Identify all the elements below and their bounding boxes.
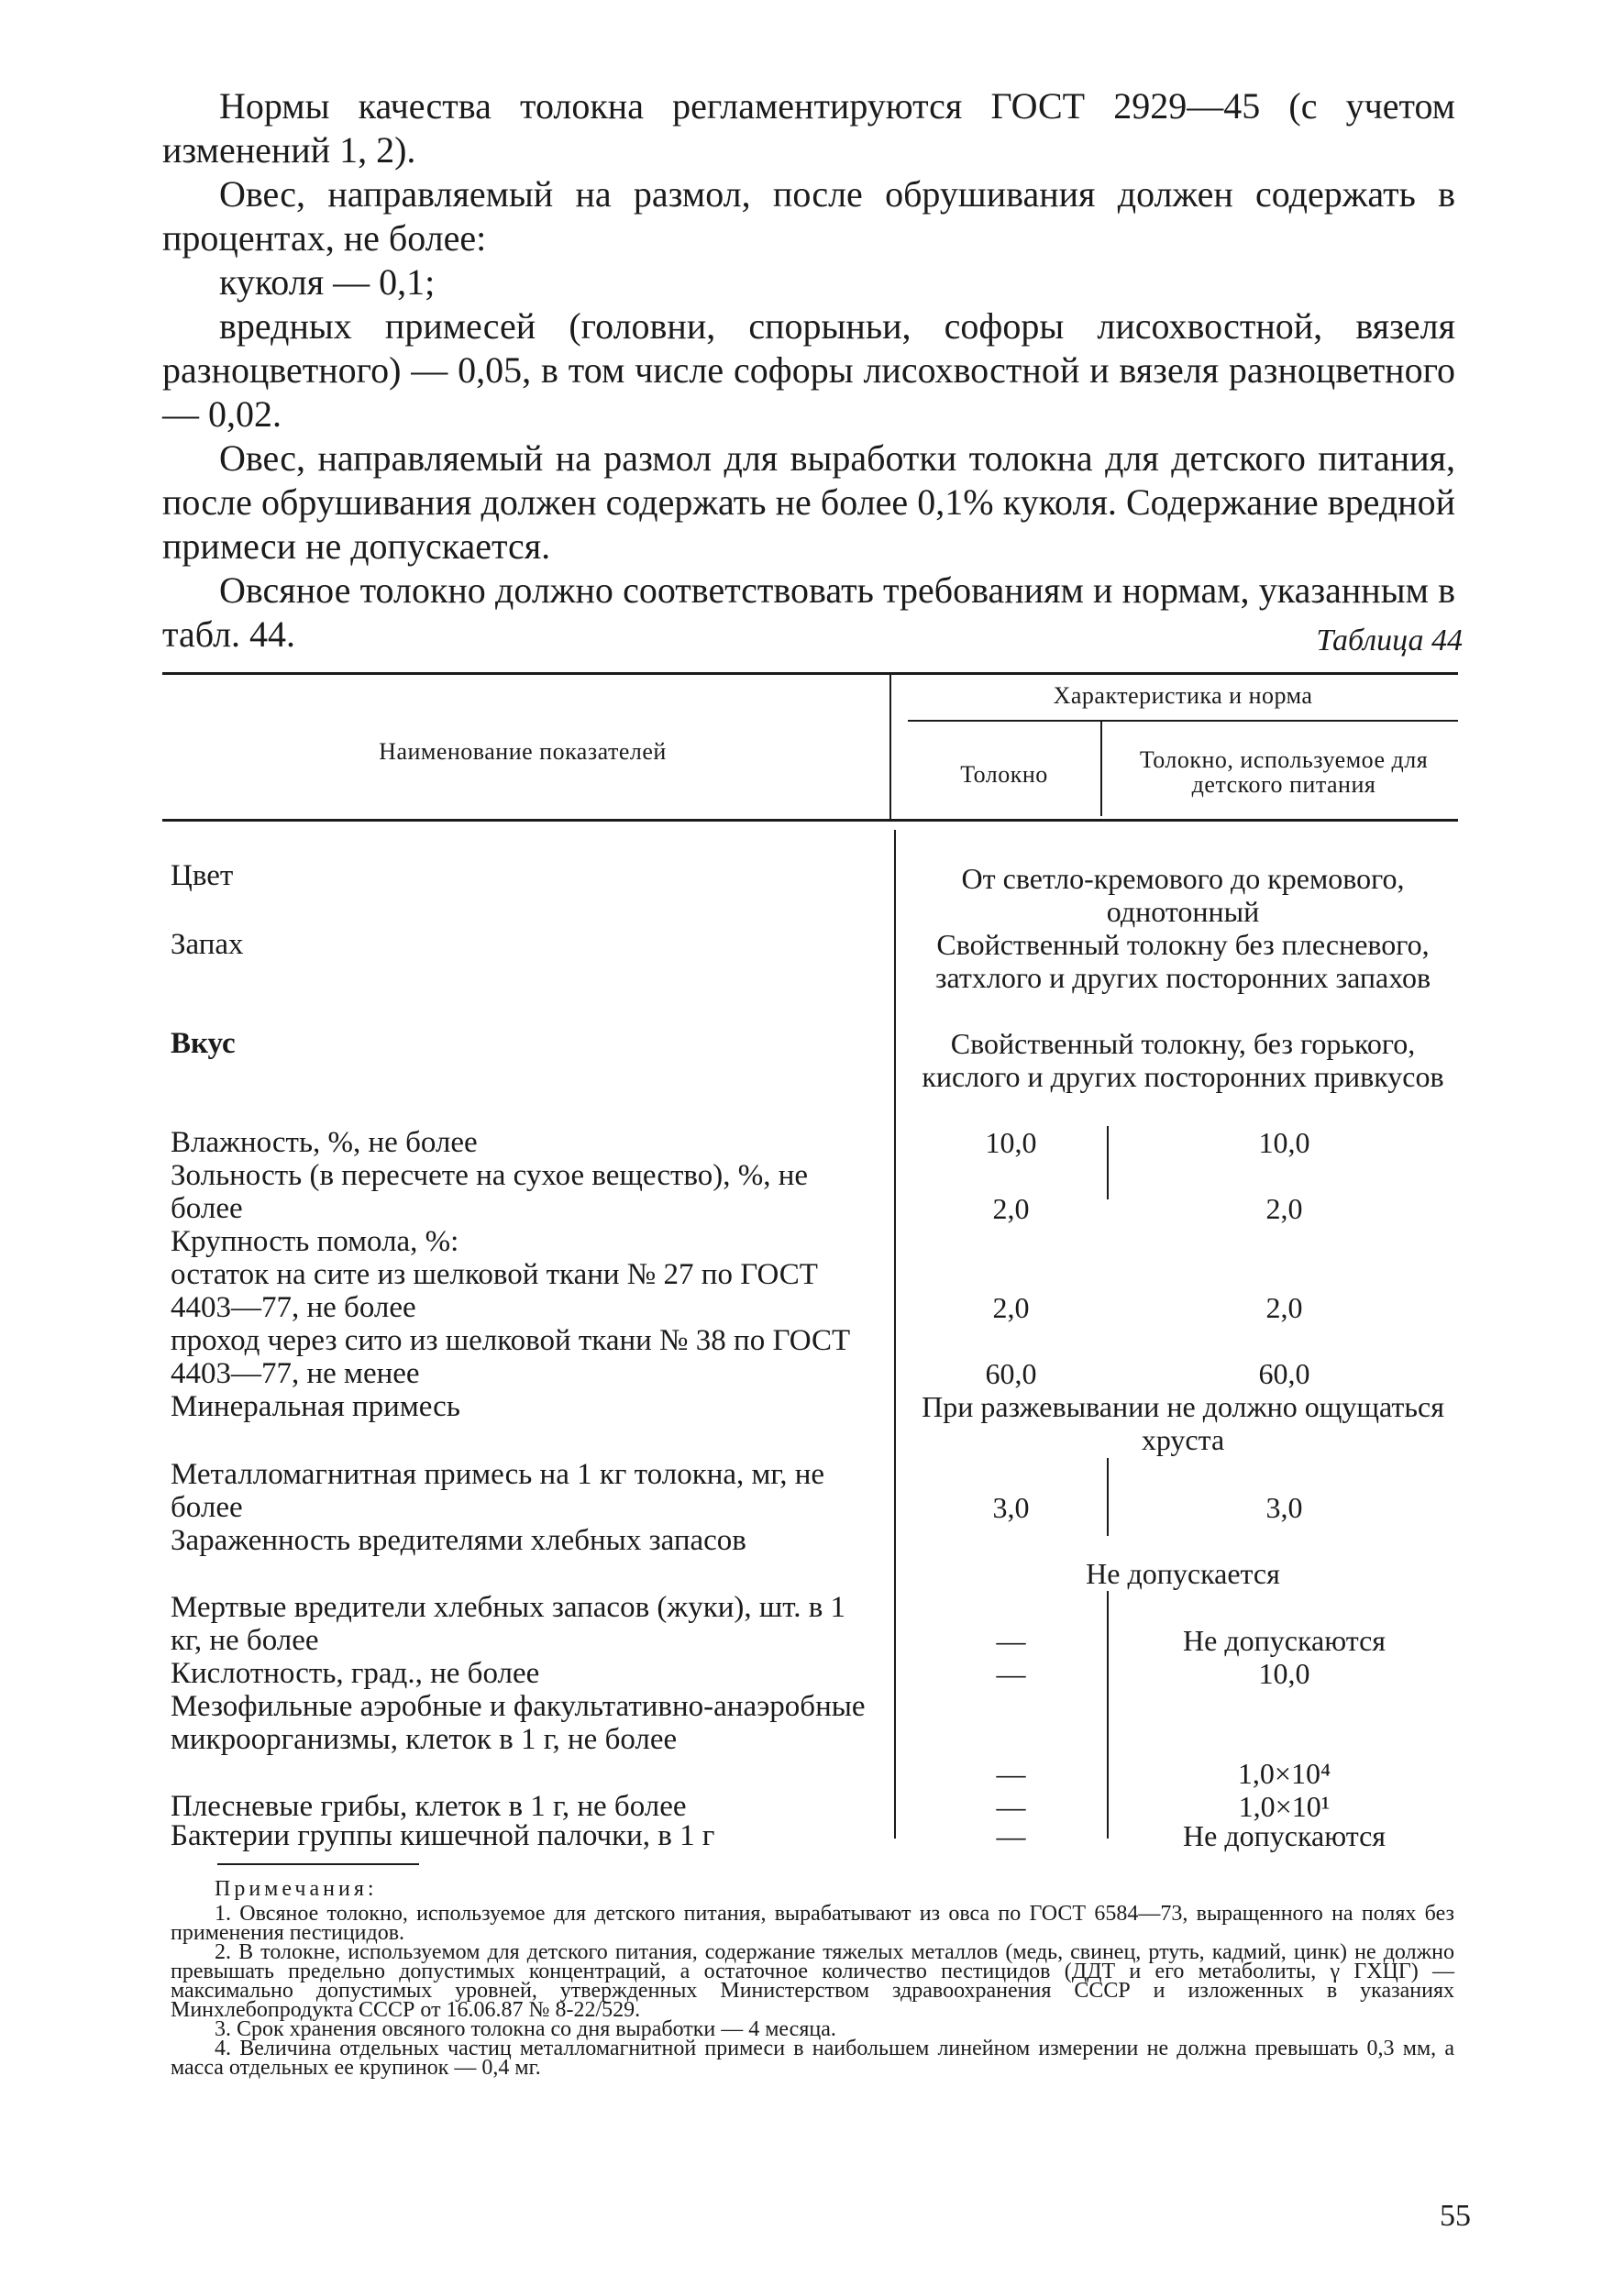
header-divider-v1	[889, 672, 891, 819]
notes-block	[171, 1877, 1454, 2080]
row-label-grinding: Крупность помола, %:	[171, 1225, 459, 1258]
row-label-moisture: Влажность, %, не более	[171, 1126, 478, 1159]
value-taste: Свойственный толокну, без горького, кислого и других посторонних привкусов	[922, 1027, 1444, 1093]
value-smell: Свойственный толокну без плесневого, затхлого и других посторонних запахов	[934, 928, 1431, 994]
value-infestation: Не допускается	[1086, 1557, 1280, 1590]
header-name: Наименование показателей	[379, 738, 667, 765]
row-label-residue: остаток на сите из шелковой ткани № 27 по ГОСТ 4403—77, не более	[171, 1258, 818, 1324]
value-acidity-2: 10,0	[1258, 1657, 1310, 1690]
value-moisture-1: 10,0	[985, 1126, 1037, 1159]
value-metallomagnetic-2: 3,0	[1265, 1491, 1303, 1524]
table-header-bottom-rule	[162, 819, 1458, 822]
value-molds-2: 1,0×10¹	[1238, 1790, 1331, 1823]
header-group-rule	[908, 720, 1458, 722]
header-col2: Толокно, используемое для детского питания	[1139, 746, 1429, 798]
paragraph-1: Нормы качества толокна регламентируются ГОСТ 2929—45 (с учетом изменений 1, 2).	[162, 85, 1455, 171]
row-label-color: Цвет	[171, 859, 234, 892]
intro-text	[162, 84, 1455, 657]
paragraph-5: Овес, направляемый на размол для выработки толокна для детского питания, после обрушивания должен содержать не более 0,1% куколя. Содержание вредной примеси не допускается.	[162, 437, 1455, 567]
row-label-pass: проход через сито из шелковой ткани № 38 по ГОСТ 4403—77, не менее	[171, 1324, 851, 1390]
note-2: 2. В толокне, используемом для детского питания, содержание тяжелых металлов (медь, свинец, ртуть, кадмий, цинк) не должно превышать предельно допустимых концентраций, а остаточное количество пестицидов (ДДТ и его метаболиты, γ ГХЦГ) — максимально допустимых уровней, утвержденных Министерством здравоохранения СССР и изложенных в указаниях Минхлебопродукта СССР от 16.06.87 № 8-22/529.	[171, 1940, 1454, 2022]
paragraph-3: куколя — 0,1;	[219, 261, 436, 303]
row-label-taste: Вкус	[171, 1027, 236, 1060]
notes-rule	[217, 1863, 419, 1865]
row-label-smell: Запах	[171, 928, 244, 961]
paragraph-4: вредных примесей (головни, спорыньи, софоры лисохвостной, вязеля разноцветного) — 0,05, в том числе софоры лисохвостной и вязеля разноцветного — 0,02.	[162, 305, 1455, 435]
value-metallomagnetic-1: 3,0	[992, 1491, 1030, 1524]
row-label-coliform: Бактерии группы кишечной палочки, в 1 г	[171, 1819, 715, 1852]
note-1: 1. Овсяное толокно, используемое для детского питания, вырабатывают из овса по ГОСТ 6584—73, выращенного на полях без применения пестицидов.	[171, 1902, 1454, 1945]
value-coliform-2: Не допускаются	[1183, 1819, 1386, 1852]
value-acidity-1: —	[996, 1657, 1026, 1690]
value-color: От светло-кремового до кремового, однотонный	[961, 862, 1405, 928]
notes-title: Примечания:	[215, 1877, 378, 1901]
row-label-mineral: Минеральная примесь	[171, 1390, 460, 1423]
note-4: 4. Величина отдельных частиц металломагнитной примеси в наибольшем линейном измерении не должна превышать 0,3 мм, а масса отдельных ее крупинок — 0,4 мг.	[171, 2037, 1454, 2080]
value-mineral: При разжевывании не должно ощущаться хруста	[922, 1390, 1444, 1456]
row-label-acidity: Кислотность, град., не более	[171, 1657, 540, 1690]
value-ash-1: 2,0	[992, 1192, 1030, 1225]
header-group: Характеристика и норма	[1053, 682, 1313, 709]
row-label-dead-pests: Мертвые вредители хлебных запасов (жуки), шт. в 1 кг, не более	[171, 1591, 846, 1657]
paragraph-6: Овсяное толокно должно соответствовать требованиям и нормам, указанным в табл. 44.	[162, 569, 1455, 655]
header-col1: Толокно	[960, 761, 1048, 788]
value-ash-2: 2,0	[1265, 1192, 1303, 1225]
table-top-rule	[162, 672, 1458, 675]
table-caption: Таблица 44	[1316, 624, 1463, 657]
row-label-infestation: Зараженность вредителями хлебных запасов	[171, 1524, 746, 1557]
paragraph-2: Овес, направляемый на размол, после обрушивания должен содержать в процентах, не более:	[162, 173, 1455, 259]
value-dead-pests-2: Не допускаются	[1183, 1624, 1386, 1657]
value-residue-2: 2,0	[1265, 1291, 1303, 1324]
value-mesophilic-1: —	[996, 1757, 1026, 1790]
value-pass-1: 60,0	[985, 1357, 1037, 1390]
value-moisture-2: 10,0	[1258, 1126, 1310, 1159]
value-pass-2: 60,0	[1258, 1357, 1310, 1390]
note-3: 3. Срок хранения овсяного толокна со дня выработки — 4 месяца.	[215, 2017, 836, 2041]
row-label-metallomagnetic: Металломагнитная примесь на 1 кг толокна, мг, не более	[171, 1458, 825, 1524]
header-divider-v2	[1100, 722, 1102, 816]
row-label-molds: Плесневые грибы, клеток в 1 г, не более	[171, 1790, 687, 1823]
value-mesophilic-2: 1,0×10⁴	[1237, 1757, 1331, 1790]
row-label-ash: Зольность (в пересчете на сухое вещество), %, не более	[171, 1159, 809, 1225]
page-number: 55	[1440, 2199, 1471, 2233]
value-molds-1: —	[996, 1790, 1026, 1823]
body-divider-v1	[894, 830, 896, 1839]
value-residue-1: 2,0	[992, 1291, 1030, 1324]
row-label-mesophilic: Мезофильные аэробные и факультативно-анаэробные микроорганизмы, клеток в 1 г, не более	[171, 1690, 866, 1756]
value-coliform-1: —	[996, 1819, 1026, 1852]
value-dead-pests-1: —	[996, 1624, 1026, 1657]
